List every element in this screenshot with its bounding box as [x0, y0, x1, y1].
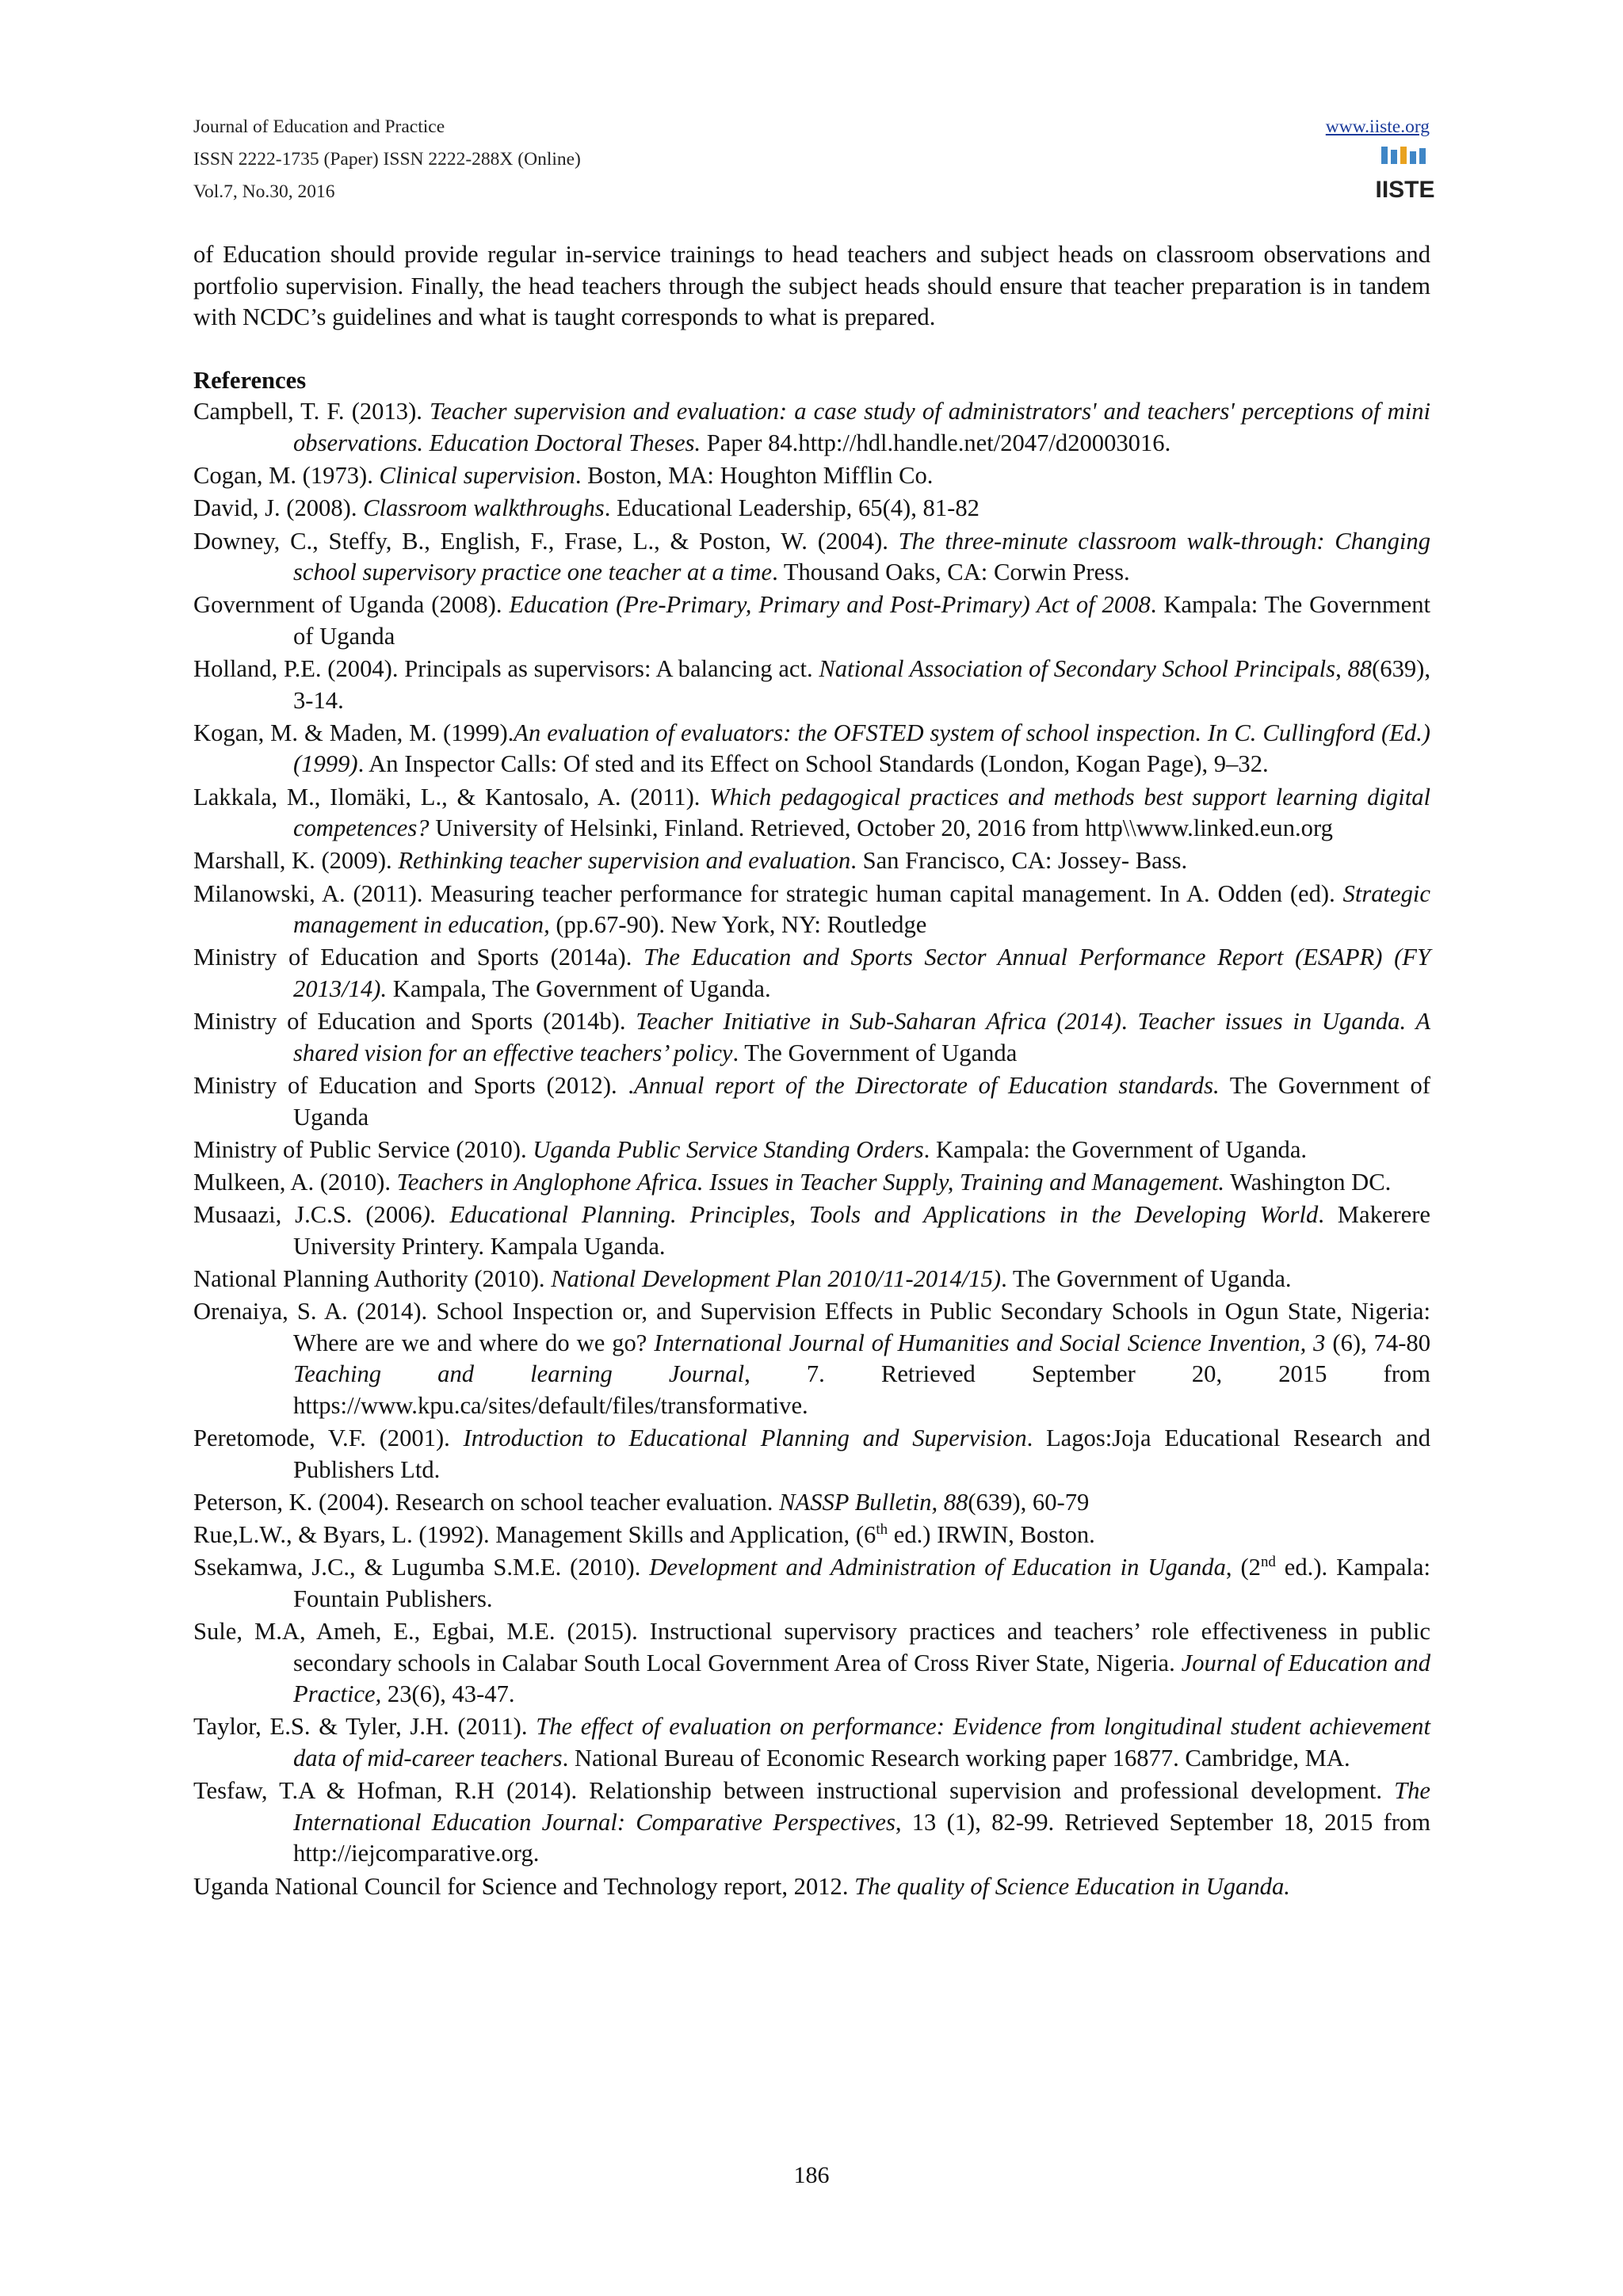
- reference-title: The three-minute classroom walk-through: Changing school supervisory practice one teacher at a time: [293, 527, 1430, 586]
- reference-title: Teacher supervision and evaluation: a case study of administrators' and teachers' perceptions of mini observations. Education Doctoral Theses.: [293, 398, 1430, 456]
- reference-text: Peretomode, V.F. (2001).: [193, 1425, 464, 1452]
- reference-text: . The Government of Uganda: [732, 1039, 1018, 1066]
- reference-text: Ministry of Public Service (2010).: [193, 1135, 533, 1163]
- reference-title: Teaching and learning Journal: [293, 1360, 745, 1388]
- reference-list: [193, 396, 1430, 1902]
- reference-text: , (2: [1225, 1554, 1261, 1581]
- reference-title: Teacher issues in Uganda. A shared vision for an effective teachers’ policy: [293, 1008, 1431, 1066]
- reference-text: Tesfaw, T.A & Hofman, R.H (2014). Relationship between instructional supervision and professional development.: [193, 1777, 1395, 1805]
- reference-entry: [193, 1070, 1430, 1133]
- page-body: [193, 239, 1430, 1904]
- reference-title: National Development Plan 2010/11-2014/15): [551, 1264, 1002, 1292]
- reference-title: Teachers in Anglophone Africa. Issues in Teacher Supply, Training and Management.: [396, 1168, 1225, 1196]
- reference-title: Development and Administration of Education in Uganda: [649, 1554, 1226, 1581]
- reference-text: ,: [1335, 655, 1348, 683]
- reference-title: Uganda Public Service Standing Orders: [533, 1135, 924, 1163]
- reference-entry: [193, 1616, 1430, 1711]
- reference-entry: [193, 845, 1430, 877]
- reference-text: Milanowski, A. (2011). Measuring teacher performance for strategic human capital management. In A. Odden (ed).: [193, 879, 1343, 907]
- reference-title: Which pedagogical practices and methods best support learning digital competences?: [293, 783, 1430, 842]
- reference-text: Cogan, M. (1973).: [193, 462, 380, 490]
- reference-entry: [193, 1264, 1430, 1295]
- reference-title: The quality of Science Education in Uganda.: [854, 1872, 1290, 1900]
- reference-text: . Thousand Oaks, CA: Corwin Press.: [772, 559, 1130, 586]
- reference-text: . National Bureau of Economic Research working paper 16877. Cambridge, MA.: [562, 1744, 1350, 1772]
- reference-text: Uganda National Council for Science and Technology report, 2012.: [193, 1872, 855, 1900]
- reference-entry: [193, 493, 1430, 524]
- reference-text: Paper 84.http://hdl.handle.net/2047/d20003016.: [701, 429, 1171, 456]
- volume-line: Vol.7, No.30, 2016: [193, 181, 335, 202]
- reference-text: Lakkala, M., Ilomäki, L., & Kantosalo, A. (2011).: [193, 783, 710, 810]
- reference-text: Kampala, The Government of Uganda.: [387, 975, 771, 1002]
- reference-entry: [193, 1296, 1430, 1421]
- reference-entry: [193, 396, 1430, 459]
- reference-text: , 7. Retrieved September 20, 2015 from https://www.kpu.ca/sites/default/files/transformative.: [293, 1360, 1430, 1419]
- reference-text: ed.) IRWIN, Boston.: [888, 1521, 1095, 1549]
- reference-entry: [193, 1199, 1430, 1262]
- references-heading: References: [193, 366, 307, 394]
- reference-title: ). Educational Planning. Principles, Tools and Applications in the Developing World: [422, 1201, 1319, 1229]
- reference-text: 23(6), 43-47.: [381, 1680, 515, 1708]
- reference-superscript: th: [876, 1520, 888, 1538]
- reference-superscript: nd: [1260, 1554, 1276, 1571]
- reference-text: Sule, M.A, Ameh, E., Egbai, M.E. (2015). Instructional supervisory practices and teachers’ role effectiveness in public secondary schools in Calabar South Local Government Area of Cross River State, Nigeria.: [193, 1618, 1430, 1676]
- reference-text: University of Helsinki, Finland. Retrieved, October 20, 2016 from http\\www.linked.eun.org: [429, 814, 1333, 842]
- reference-text: Ministry of Education and Sports (2014a).: [193, 944, 644, 971]
- reference-text: Peterson, K. (2004). Research on school teacher evaluation.: [193, 1488, 780, 1516]
- svg-text:IISTE: IISTE: [1375, 177, 1435, 203]
- reference-entry: [193, 460, 1430, 492]
- reference-entry: [193, 526, 1430, 589]
- iiste-logo: [1375, 147, 1435, 204]
- reference-title: Strategic management in education,: [293, 879, 1430, 939]
- reference-entry: [193, 1006, 1430, 1069]
- reference-text: Kogan, M. & Maden, M. (1999).: [193, 719, 514, 746]
- reference-text: . The Government of Uganda.: [1001, 1264, 1292, 1292]
- reference-title: NASSP Bulletin, 88: [779, 1488, 968, 1516]
- reference-text: . Makerere University Printery. Kampala Uganda.: [293, 1201, 1430, 1260]
- reference-title: The Education and Sports Sector Annual Performance Report (ESAPR) (FY 2013/14).: [293, 944, 1431, 1002]
- reference-title: Journal of Education and Practice,: [293, 1649, 1430, 1708]
- reference-title: Introduction to Educational Planning and Supervision: [463, 1425, 1027, 1452]
- reference-title: Teacher Initiative in Sub-Saharan Africa (2014): [636, 1008, 1121, 1035]
- reference-entry: [193, 654, 1430, 716]
- issn-line: ISSN 2222-1735 (Paper) ISSN 2222-288X (Online): [193, 149, 581, 170]
- reference-text: , 13 (1), 82-99. Retrieved September 18, 2015 from http://iejcomparative.org.: [293, 1808, 1430, 1867]
- reference-entry: [193, 1167, 1430, 1199]
- reference-text: Government of Uganda (2008).: [193, 591, 510, 619]
- reference-title: The effect of evaluation on performance: Evidence from longitudinal student achievement data of mid-career teachers: [293, 1713, 1430, 1772]
- reference-entry: [193, 879, 1430, 941]
- reference-text: Ministry of Education and Sports (2014b).: [193, 1008, 636, 1035]
- reference-text: David, J. (2008).: [193, 494, 364, 522]
- reference-text: Mulkeen, A. (2010).: [193, 1168, 397, 1196]
- reference-entry: [193, 1135, 1430, 1166]
- reference-text: . An Inspector Calls: Of sted and its Effect on School Standards (London, Kogan Page), 9–32.: [357, 750, 1269, 778]
- journal-name: Journal of Education and Practice: [193, 116, 445, 137]
- reference-text: (639), 60-79: [968, 1488, 1090, 1516]
- reference-entry: [193, 942, 1430, 1005]
- reference-text: .: [1121, 1008, 1138, 1035]
- reference-title: Annual report of the Directorate of Education standards.: [633, 1071, 1220, 1099]
- reference-text: . Educational Leadership, 65(4), 81-82: [604, 494, 980, 522]
- reference-entry: [193, 718, 1430, 780]
- reference-text: Orenaiya, S. A. (2014). School Inspection or, and Supervision Effects in Public Secondary Schools in Ogun State, Nigeria: Where are we and where do we go?: [193, 1298, 1430, 1356]
- intro-paragraph: of Education should provide regular in-service trainings to head teachers and subject heads on classroom observations and portfolio supervision. Finally, the head teachers through the subject heads should ensure that teacher preparation is in tandem with NCDC’s guidelines and what is taught corresponds to what is prepared.: [193, 241, 1430, 331]
- reference-title: Rethinking teacher supervision and evaluation: [398, 847, 851, 875]
- journal-website-link[interactable]: www.iiste.org: [1325, 116, 1430, 137]
- reference-text: . Boston, MA: Houghton Mifflin Co.: [575, 462, 934, 490]
- reference-entry: [193, 589, 1430, 652]
- reference-text: National Planning Authority (2010).: [193, 1264, 552, 1292]
- reference-title: Clinical supervision: [379, 462, 575, 490]
- reference-text: . San Francisco, CA: Jossey- Bass.: [850, 847, 1188, 875]
- reference-text: ed.). Kampala: Fountain Publishers.: [293, 1554, 1430, 1612]
- reference-text: Ministry of Education and Sports (2012). .: [193, 1071, 634, 1099]
- reference-entry: [193, 1552, 1430, 1615]
- reference-text: (pp.67-90). New York, NY: Routledge: [549, 911, 927, 939]
- reference-text: (6), 74-80: [1325, 1329, 1431, 1356]
- reference-entry: [193, 782, 1430, 845]
- reference-text: Rue,L.W., & Byars, L. (1992). Management Skills and Application, (6: [193, 1521, 876, 1549]
- reference-text: The Government of Uganda: [293, 1071, 1430, 1131]
- reference-entry: [193, 1711, 1430, 1774]
- reference-text: . Kampala: the Government of Uganda.: [923, 1135, 1308, 1163]
- reference-text: Marshall, K. (2009).: [193, 847, 399, 875]
- reference-text: Downey, C., Steffy, B., English, F., Frase, L., & Poston, W. (2004).: [193, 527, 899, 555]
- reference-entry: [193, 1487, 1430, 1519]
- reference-entry: [193, 1775, 1430, 1870]
- reference-text: (639), 3-14.: [293, 655, 1430, 714]
- reference-title: National Association of Secondary School Principals: [819, 655, 1336, 683]
- reference-text: Campbell, T. F. (2013).: [193, 398, 430, 425]
- reference-entry: [193, 1423, 1430, 1486]
- reference-title: International Journal of Humanities and Social Science Invention, 3: [654, 1329, 1326, 1356]
- reference-text: Taylor, E.S. & Tyler, J.H. (2011).: [193, 1713, 537, 1741]
- reference-entry: [193, 1871, 1430, 1903]
- reference-text: . Kampala: The Government of Uganda: [293, 591, 1431, 650]
- reference-text: Holland, P.E. (2004). Principals as supervisors: A balancing act.: [193, 655, 819, 683]
- reference-title: Classroom walkthroughs: [363, 494, 605, 522]
- reference-text: Musaazi, J.C.S. (2006: [193, 1201, 422, 1229]
- reference-text: Ssekamwa, J.C., & Lugumba S.M.E. (2010).: [193, 1554, 650, 1581]
- reference-title: 88: [1347, 655, 1373, 683]
- page-number: 186: [793, 2162, 830, 2188]
- reference-title: An evaluation of evaluators: the OFSTED system of school inspection. In C. Cullingford (Ed.) (1999): [293, 719, 1430, 778]
- reference-entry: [193, 1520, 1430, 1551]
- reference-text: Washington DC.: [1224, 1168, 1392, 1196]
- reference-title: The International Education Journal: Comparative Perspectives: [293, 1777, 1430, 1836]
- reference-title: Education (Pre-Primary, Primary and Post-Primary) Act of 2008: [509, 591, 1151, 619]
- reference-text: . Lagos:Joja Educational Research and Publishers Ltd.: [293, 1425, 1431, 1483]
